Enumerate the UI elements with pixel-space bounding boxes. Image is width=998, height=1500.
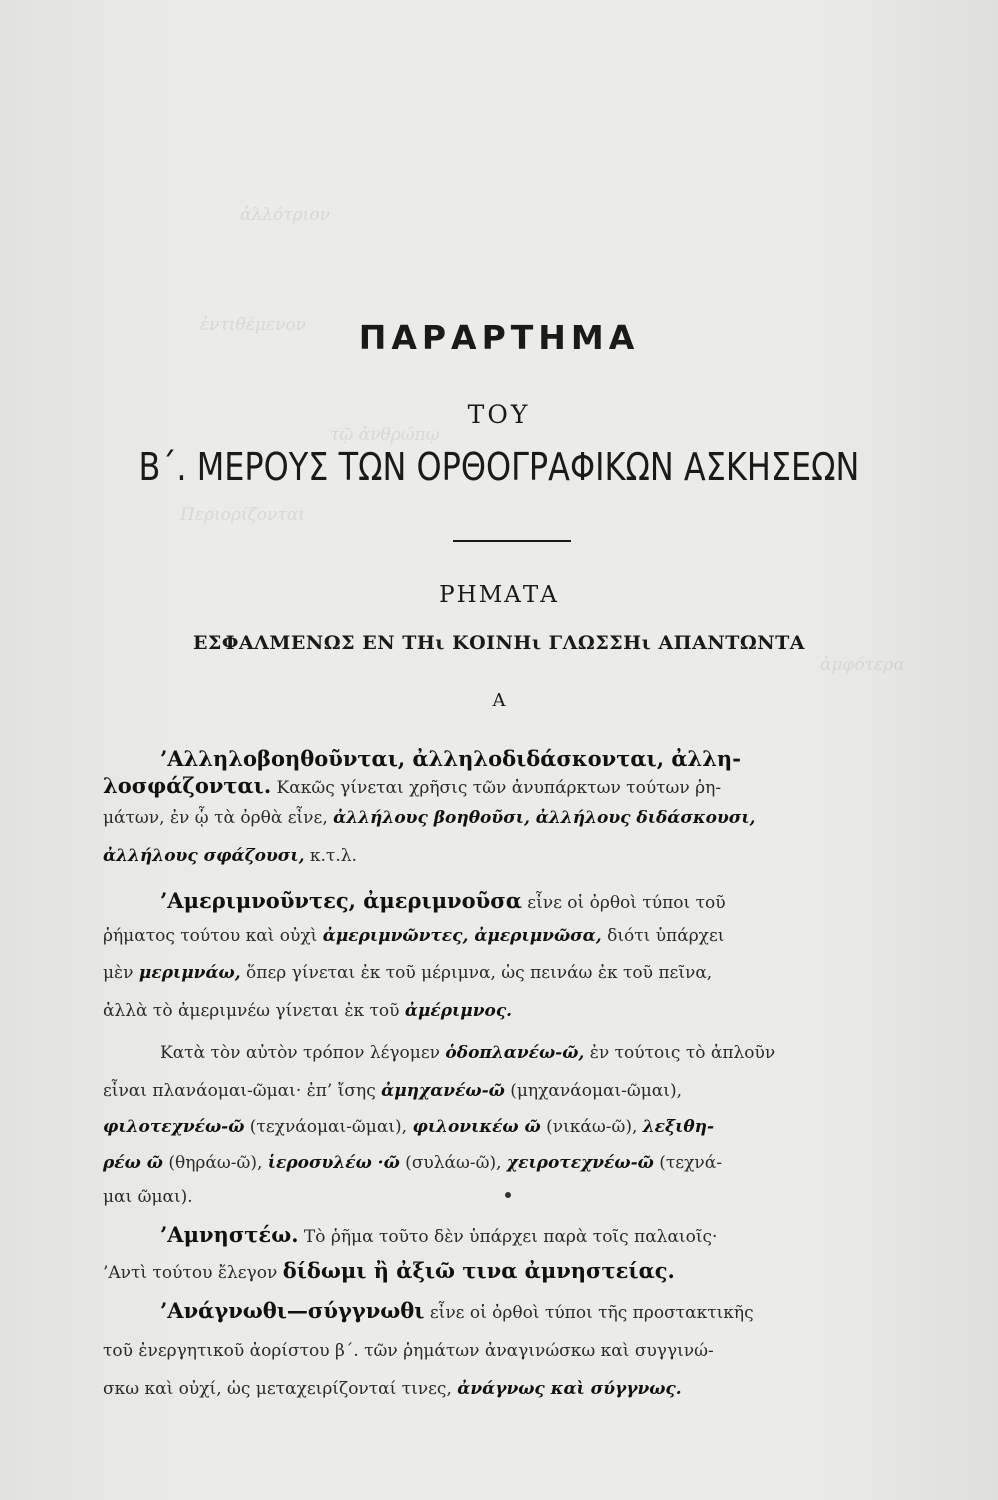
section-letter: Α: [492, 690, 506, 711]
text-line: ’Αμνηστέω. Τὸ ῥῆμα τοῦτο δὲν ὑπάρχει παρὰ τοῖς παλαιοῖς·: [160, 1222, 718, 1247]
text-line: Κατὰ τὸν αὐτὸν τρόπον λέγομεν ὁδοπλανέω-ῶ, ἐν τούτοις τὸ ἁπλοῦν: [160, 1043, 776, 1063]
text-line: [160, 748, 960, 772]
text-line: ’Αμεριμνοῦντες, ἀμεριμνοῦσα εἶνε οἱ ὀρθοὶ τύποι τοῦ: [160, 888, 726, 913]
headword: ’Αμνηστέω.: [160, 1222, 299, 1247]
text-line: λοσφάζονται. Κακῶς γίνεται χρῆσις τῶν ἀνυπάρκτων τούτων ῥη-: [103, 773, 722, 798]
text-line: μὲν μεριμνάω, ὅπερ γίνεται ἐκ τοῦ μέριμνα, ὡς πεινάω ἐκ τοῦ πεῖνα,: [103, 963, 713, 983]
text-line: μάτων, ἐν ᾧ τὰ ὀρθὰ εἶνε, ἀλλήλους βοηθοῦσι, ἀλλήλους διδάσκουσι,: [103, 808, 756, 828]
text-line: σκω καὶ οὐχί, ὡς μεταχειρίζονταί τινες, ἀνάγνως καὶ σύγγνως.: [103, 1379, 682, 1399]
section-title: ΡΗΜΑΤΑ: [439, 582, 559, 608]
bleed-through-text: ἐντιθέμενον: [200, 315, 306, 335]
bleed-through-text: τῷ ἀνθρώπῳ: [330, 425, 440, 445]
text-line: ’Αντὶ τούτου ἔλεγον δίδωμι ἢ ἀξιῶ τινα ἀμνηστείας.: [103, 1258, 675, 1283]
bleed-through-text: Περιορίζονται: [180, 505, 305, 525]
text-line: ἀλλὰ τὸ ἀμεριμνέω γίνεται ἐκ τοῦ ἀμέριμνος.: [103, 1001, 513, 1021]
ink-spot: [505, 1192, 511, 1198]
headword: ’Ανάγνωθι—σύγγνωθι: [160, 1298, 425, 1323]
text-line: ρέω ῶ (θηράω-ῶ), ἱεροσυλέω ·ῶ (συλάω-ῶ), χειροτεχνέω-ῶ (τεχνά-: [103, 1153, 722, 1173]
headword: λοσφάζονται.: [103, 773, 272, 798]
bleed-through-text: ἀμφότερα: [820, 655, 905, 675]
headword: ’Αλληλοβοηθοῦνται, ἀλληλοδιδάσκονται, ἀλλη-: [160, 746, 741, 771]
text-line: εἶναι πλανάομαι-ῶμαι· ἐπ’ ἴσης ἀμηχανέω-ῶ (μηχανάομαι-ῶμαι),: [103, 1081, 682, 1101]
headword: ’Αμεριμνοῦντες, ἀμεριμνοῦσα: [160, 888, 522, 913]
bleed-through-text: ἀλλότριον: [240, 205, 330, 225]
text-line: φιλοτεχνέω-ῶ (τεχνάομαι-ῶμαι), φιλονικέω ῶ (νικάω-ῶ), λεξιθη-: [103, 1117, 715, 1137]
title-of: ΤΟΥ: [467, 400, 531, 429]
section-subtitle: ΕΣΦΑΛΜΕΝΩΣ ΕΝ ΤΗι ΚΟΙΝΗι ΓΛΩΣΣΗι ΑΠΑΝΤΩΝΤΑ: [192, 632, 806, 654]
part-subtitle: Β΄. ΜΕΡΟΥΣ ΤΩΝ ΟΡΘΟΓΡΑΦΙΚΩΝ ΑΣΚΗΣΕΩΝ: [138, 445, 860, 489]
text-line: ῥήματος τούτου καὶ οὐχὶ ἀμεριμνῶντες, ἀμεριμνῶσα, διότι ὑπάρχει: [103, 926, 725, 946]
appendix-title: ΠΑΡΑΡΤΗΜΑ: [358, 318, 640, 357]
text-line: ’Ανάγνωθι—σύγγνωθι εἶνε οἱ ὀρθοὶ τύποι τῆς προστακτικῆς: [160, 1298, 754, 1323]
text-line: ἀλλήλους σφάζουσι, κ.τ.λ.: [103, 846, 357, 866]
text-line: μαι ῶμαι).: [103, 1187, 193, 1207]
divider-rule: [453, 540, 571, 542]
text-line: τοῦ ἐνεργητικοῦ ἀορίστου β΄. τῶν ῥημάτων ἀναγινώσκω καὶ συγγινώ-: [103, 1341, 714, 1361]
